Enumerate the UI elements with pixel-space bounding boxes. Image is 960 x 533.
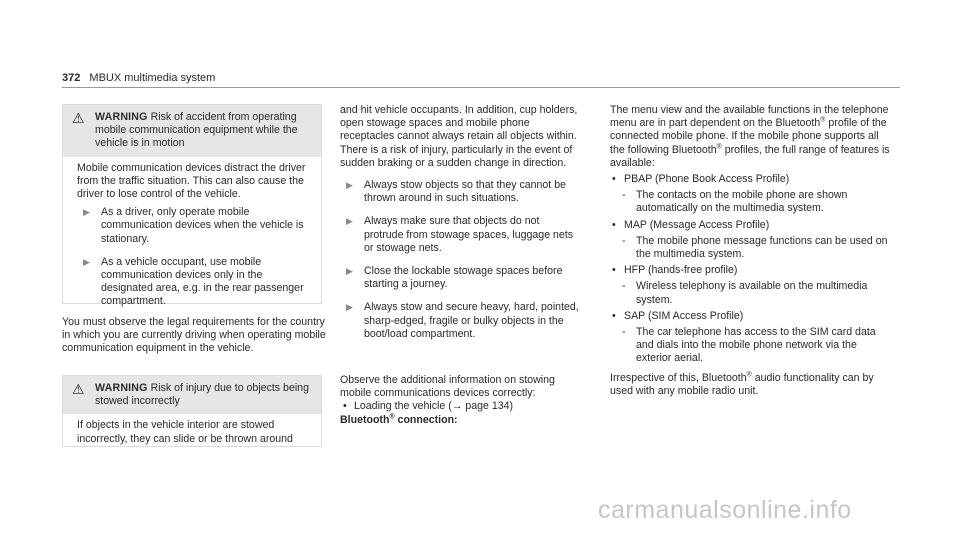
watermark: carmanualsonline.info: [598, 496, 852, 524]
page-number: 372: [62, 72, 81, 84]
column-3: [610, 104, 890, 398]
warning-body: If objects in the vehicle interior are stowed incorrectly, they can slide or be thrown around: [77, 419, 293, 445]
profile-item: • PBAP (Phone Book Access Profile): [612, 173, 790, 186]
bluetooth-intro: The menu view and the available functions in the telephone menu are in part dependent on the Bluetooth® profile of the connected mobile phone. If the mobile phone supports all the following Bluetooth® profiles, the full range of features is available:: [610, 104, 890, 169]
warning-triangle-icon: ⚠: [72, 381, 85, 397]
bluetooth-connection-heading: Bluetooth® connection:: [340, 413, 458, 426]
page-reference-link[interactable]: page 134): [465, 400, 514, 413]
section-title: MBUX multimedia system: [89, 72, 216, 84]
warning-continuation: and hit vehicle occupants. In addition, cup holders, open stowage spaces and mobile phone receptacles cannot always retain all objects within.: [340, 104, 578, 143]
profile-description: - The mobile phone message functions can be used on the multimedia system.: [622, 234, 888, 261]
observe-text: Observe the additional information on stowing mobile communications devices correctly:: [340, 374, 555, 400]
warning-body: Mobile communication devices distract the driver from the traffic situation. This can also cause the driver to lose control of the vehicle.: [77, 161, 306, 201]
column-2: [340, 104, 580, 351]
list-item: ▶ As a driver, only operate mobile communication devices when the vehicle is stationary.: [83, 206, 304, 245]
warning-header: [63, 376, 321, 414]
page-header: [62, 72, 215, 85]
warning-title: Risk of accident from operating mobile communication equipment while the vehicle is in motion: [95, 111, 298, 150]
page-ref-arrow-icon: →: [451, 400, 463, 413]
legal-requirements-paragraph: You must observe the legal requirements for the country in which you are currently driving when operating mobile communication equipment in the vehicle.: [62, 316, 326, 355]
profile-description: - Wireless telephony is available on the multimedia system.: [622, 280, 868, 306]
arrow-bullet-icon: ▶: [346, 302, 353, 313]
profile-description: - The car telephone has access to the SIM card data and dials into the mobile phone network via the exterior aerial.: [622, 326, 876, 365]
profile-item: • SAP (SIM Access Profile): [612, 309, 744, 322]
arrow-bullet-icon: ▶: [83, 207, 90, 218]
warning-label: WARNING: [95, 382, 148, 394]
list-item: ▶ As a vehicle occupant, use mobile communication devices only in the designated area, e.g. in the rear passenger compartment.: [83, 255, 304, 308]
header-divider: [62, 87, 900, 88]
list-item: ▶ Always stow objects so that they cannot be thrown around in such situations.: [346, 179, 566, 205]
list-item: ▶ Close the lockable stowage spaces before starting a journey.: [346, 265, 563, 291]
list-item: ▶ Always make sure that objects do not protrude from stowage spaces, luggage nets or stowage nets.: [346, 215, 574, 254]
warning-label: WARNING: [95, 111, 148, 123]
list-item: ▶ Always stow and secure heavy, hard, pointed, sharp-edged, fragile or bulky objects in the boot/load compartment.: [346, 301, 579, 340]
warning-header: [63, 105, 321, 157]
bullet-dot-icon: •: [612, 173, 616, 186]
list-item: • Loading the vehicle (→ page 134): [343, 400, 514, 413]
arrow-bullet-icon: ▶: [346, 216, 353, 227]
bullet-dot-icon: •: [612, 309, 616, 322]
arrow-bullet-icon: ▶: [346, 266, 353, 277]
profile-item: • MAP (Message Access Profile): [612, 218, 770, 231]
warning-box-accident: [62, 104, 322, 308]
audio-functionality-text: Irrespective of this, Bluetooth® audio functionality can by used with any mobile radio unit.: [610, 371, 874, 397]
warning-box-injury: [62, 375, 322, 447]
column-2-lower: [340, 374, 580, 427]
profile-description: - The contacts on the mobile phone are shown automatically on the multimedia system.: [622, 189, 848, 215]
profile-item: • HFP (hands-free profile): [612, 264, 738, 277]
arrow-bullet-icon: ▶: [346, 180, 353, 191]
bullet-dot-icon: •: [612, 218, 616, 231]
arrow-bullet-icon: ▶: [83, 256, 90, 267]
bullet-dot-icon: •: [343, 400, 347, 413]
warning-triangle-icon: ⚠: [72, 110, 85, 126]
bullet-dot-icon: •: [612, 264, 616, 277]
risk-text: There is a risk of injury, particularly in the event of sudden braking or a sudden change in direction.: [340, 143, 573, 169]
warning-title: Risk of injury due to objects being stowed incorrectly: [95, 382, 309, 408]
